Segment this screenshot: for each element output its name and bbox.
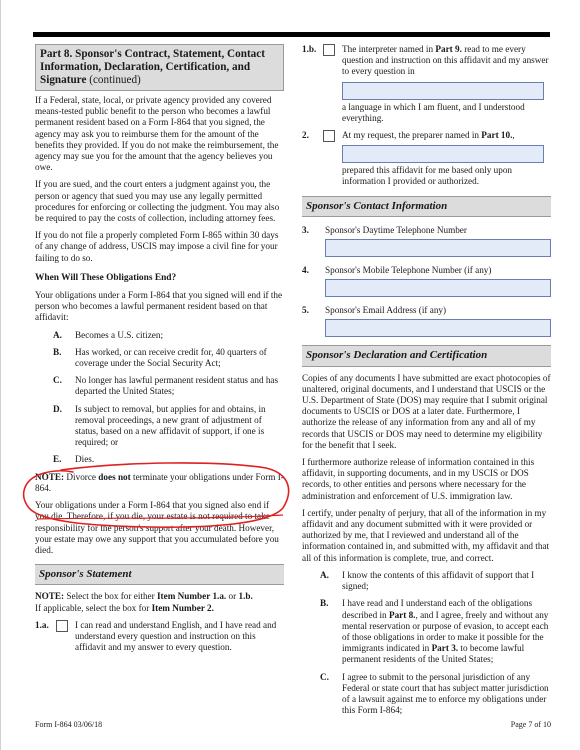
field-row-4 (302, 265, 551, 276)
list-item (35, 404, 284, 449)
item-1a-number: 1.a. (35, 619, 49, 630)
note2-item-ref: Item Number 1.a. (156, 591, 227, 602)
list-item (35, 347, 284, 369)
left-column (35, 44, 284, 657)
note2-item-ref: 1.b. (238, 591, 253, 602)
note-select-box (35, 591, 284, 613)
section-contact-info: Sponsor's Contact Information (302, 196, 551, 217)
paragraph-obligations-end: Your obligations under a Form I-864 that you signed will end if the person who becomes a lawful permanent resident based on that affidavit: (35, 290, 283, 323)
paragraph-sued: If you are sued, and the court enters a judgment against you, the person or agency that sued you may use any legally permitted procedures for enforcing or collecting the judgment. You may also be required to pay the costs of collection, including attorney fees. (35, 179, 280, 224)
part-8-header (35, 44, 284, 91)
item-1b-number: 1.b. (302, 44, 317, 54)
note-label: NOTE: (35, 471, 65, 482)
list-letter: A. (320, 569, 329, 580)
list-item (35, 454, 284, 465)
list-text: I have read and I understand each of the obligations described in (342, 598, 533, 620)
declaration-paragraph-1: Copies of any documents I have submitted are exact photocopies of unaltered, original documents, and I understand that USCIS or the U.S. Department of State (DOS) may require that I submit original documents to USCIS or DOS at a later date. Furthermore, I authorize the release of any information from any and all of my records that USCIS or DOS may need to determine my eligibility for the benefit that I seek. (302, 372, 551, 450)
part-8-title: Part 8. Sponsor's Contract, Statement, Contact Information, Declaration, Certification, and Signature (40, 48, 265, 86)
right-column (302, 44, 551, 722)
obligations-end-list (35, 330, 284, 466)
paragraph-address-change: If you do not file a properly completed Form I-865 within 30 days of any change of address, USCIS may impose a civil fine for your failing to do so. (35, 230, 279, 263)
note-text-c: terminate your obligations under Form I-864. (35, 471, 284, 493)
note-divorce (35, 472, 284, 494)
list-letter: C. (320, 671, 329, 682)
item-2-after: prepared this affidavit for me based only upon information I provided or authorized. (342, 165, 513, 187)
field-number: 5. (302, 305, 309, 316)
declaration-paragraph-3: I certify, under penalty of perjury, that all of the information in my affidavit and any document submitted with it were provided or authorized by me, that I reviewed and understand all of the information contained in, and submitted with, my affidavit and that all of this information is complete, true, and correct. (302, 507, 550, 563)
field-row-5 (302, 305, 551, 316)
section-sponsor-statement: Sponsor's Statement (35, 564, 284, 585)
field-label-mobile-phone: Sponsor's Mobile Telephone Number (if any) (325, 265, 492, 276)
preparer-field[interactable] (342, 145, 544, 163)
subheading-obligations-end: When Will These Obligations End? (35, 272, 177, 283)
footer-page-number: Page 7 of 10 (510, 720, 551, 729)
item-1b-after: a language in which I am fluent, and I understood everything. (342, 101, 525, 123)
mobile-phone-field[interactable] (325, 279, 551, 297)
item-2-part-ref: Part 10. (481, 130, 513, 141)
note2-label: NOTE: (35, 591, 65, 602)
certification-list (302, 570, 551, 716)
field-number: 4. (302, 265, 309, 276)
list-text: to become lawful permanent residents of the United States; (342, 643, 525, 665)
list-letter: A. (53, 329, 62, 340)
email-field[interactable] (325, 319, 551, 337)
footer-form-id: Form I-864 03/06/18 (35, 720, 103, 729)
item-2-text: , (512, 130, 515, 141)
item-1b-part-ref: Part 9. (435, 44, 462, 54)
item-2-text: At my request, the preparer named in (342, 130, 479, 141)
item-2 (302, 130, 551, 141)
daytime-phone-field[interactable] (325, 239, 551, 257)
list-text: I know the contents of this affidavit of support that I signed; (342, 569, 535, 592)
field-row-3 (302, 225, 551, 236)
declaration-paragraph-2: I furthermore authorize release of information contained in this affidavit, in supporting documents, and in my USCIS or DOS records, to other entities and persons where necessary for the administration and enforcement of U.S. immigration law. (302, 457, 535, 501)
note-text-a: Divorce (66, 471, 96, 482)
list-part-ref: Part 8. (388, 609, 416, 620)
field-label-daytime-phone: Sponsor's Daytime Telephone Number (325, 224, 467, 235)
list-letter: D. (53, 403, 62, 414)
item-1a-checkbox[interactable] (56, 620, 68, 632)
list-item (302, 672, 551, 717)
list-text: Has worked, or can receive credit for, 40 quarters of coverage under the Social Security Act; (75, 346, 267, 369)
note2-text: If applicable, select the box for (35, 602, 150, 613)
list-letter: C. (53, 375, 62, 386)
item-2-number: 2. (302, 130, 309, 141)
paragraph-reimburse: If a Federal, state, local, or private agency provided any covered means-tested public benefit to the person who becomes a lawful permanent resident based on a Form I-864 that you signed, the agency may ask you to reimburse them for the amount of the benefits they provided. If you do not make the reimbursement, the agency may sue you for the amount that the agency believes you owe. (35, 95, 279, 173)
list-letter: B. (320, 598, 329, 609)
list-item (35, 375, 284, 397)
item-1b (302, 44, 551, 78)
section-declaration: Sponsor's Declaration and Certification (302, 345, 551, 366)
language-field[interactable] (342, 82, 544, 100)
note2-text: or (228, 591, 237, 602)
list-part-ref: Part 3. (431, 643, 459, 654)
list-letter: B. (53, 346, 62, 357)
field-number: 3. (302, 224, 309, 235)
list-text: Becomes a U.S. citizen; (75, 329, 164, 340)
note2-item-ref: Item Number 2. (151, 602, 214, 613)
note2-text: Select the box for either (66, 591, 155, 602)
field-label-email: Sponsor's Email Address (if any) (325, 305, 447, 316)
item-1a-text: I can read and understand English, and I have read and understand every question and instruction on this affidavit and my answer to every question. (75, 619, 277, 653)
item-1a (35, 620, 284, 654)
item-1b-checkbox[interactable] (323, 44, 335, 56)
list-item (35, 330, 284, 341)
item-2-checkbox[interactable] (323, 130, 335, 142)
item-1b-text: read to me every question and instruction on this affidavit and my answer to every question in (342, 44, 549, 77)
list-text: Dies. (75, 454, 95, 465)
list-text: Is subject to removal, but applies for and obtains, in removal proceedings, a new grant of adjustment of status, based on a new affidavit of support, if one is required; or (75, 403, 266, 448)
list-text: No longer has lawful permanent resident status and has departed the United States; (75, 375, 279, 397)
list-item (302, 570, 551, 592)
list-text: , and I agree, freely and without any mental reservation or purpose of evasion, to accept each of those obligations in order to make it possible for the immigrants indicated in (342, 609, 549, 654)
item-1b-text: The interpreter named in (342, 44, 434, 54)
list-item (302, 598, 551, 665)
paragraph-death: Your obligations under a Form I-864 that you signed also end if you die. Therefore, if you die, your estate is not required to take responsibility for the person's support after your death. However, your estate may owe any support that you accumulated before you died. (35, 500, 279, 555)
part-8-continued: (continued) (89, 74, 141, 86)
note-emphasis: does not (98, 471, 131, 482)
top-rule (33, 32, 550, 37)
list-text: I agree to submit to the personal jurisdiction of any Federal or state court that has subject matter jurisdiction of a lawsuit against me to enforce my obligations under this Form I-864; (342, 671, 549, 716)
list-letter: E. (53, 454, 62, 465)
